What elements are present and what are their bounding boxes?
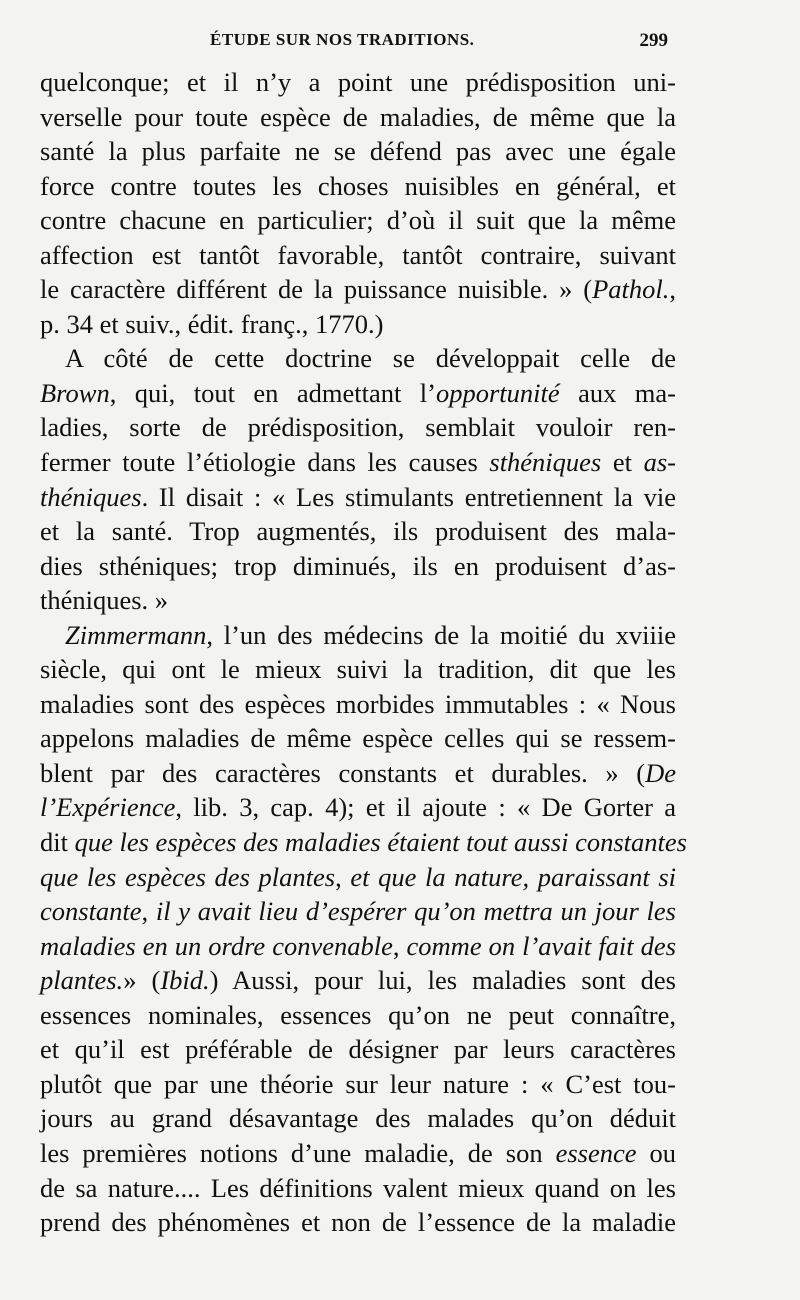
text-segment: siècle, qui ont le mieux suivi la tradition, dit que les [40, 654, 676, 685]
text-line [40, 583, 676, 618]
text-segment: A côté de cette doctrine se développait celle de [65, 343, 676, 374]
italic-text: opportunité [435, 377, 560, 408]
body-text [40, 65, 687, 1240]
text-line [40, 514, 676, 549]
text-segment: ) Aussi, pour lui, les maladies sont des [209, 965, 676, 996]
text-segment: et [601, 447, 644, 478]
text-segment: , qui, tout en admettant l’ [109, 377, 436, 408]
text-segment: contre chacune en particulier; d’où il suit que la même [40, 205, 676, 236]
text-line [40, 929, 676, 964]
italic-text: comme on l’avait fait des [406, 930, 677, 961]
text-line [40, 410, 676, 445]
text-line [40, 825, 687, 860]
text-line [40, 963, 676, 998]
italic-text: que les espèces des plantes [40, 861, 336, 892]
text-line [40, 480, 676, 515]
text-segment: fermer toute l’étiologie dans les causes [40, 447, 490, 478]
italic-text: Ibid. [160, 965, 210, 996]
text-segment: appelons maladies de même espèce celles qui se ressem- [40, 723, 676, 754]
text-segment: ladies, sorte de prédisposition, semblait vouloir ren- [40, 412, 676, 443]
text-line [40, 790, 676, 825]
text-segment: santé la plus parfaite ne se défend pas avec une égale [40, 136, 676, 167]
text-line [40, 203, 676, 238]
italic-text: l’Expérience [40, 792, 176, 823]
text-line [40, 1136, 676, 1171]
text-segment: , [669, 274, 676, 305]
text-segment: de sa nature.... Les définitions valent mieux quand on les [40, 1172, 676, 1203]
text-segment: , lib. 3, cap. 4); et il ajoute : « De Gorter a [175, 792, 676, 823]
italic-text: théniques [40, 481, 142, 512]
italic-text: maladies en un ordre convenable [40, 930, 393, 961]
italic-text: Zimmermann [65, 619, 207, 650]
text-segment: » ( [123, 965, 161, 996]
italic-text: et que la nature, paraissant si [350, 861, 677, 892]
text-line [40, 1032, 676, 1067]
italic-text: De [645, 757, 676, 788]
text-segment: maladies sont des espèces morbides immutables : « Nous [40, 688, 676, 719]
text-line [40, 1067, 676, 1102]
text-segment: p. 34 et suiv., édit. franç., 1770.) [40, 308, 384, 339]
text-line [40, 307, 676, 342]
text-segment: aux ma- [559, 377, 676, 408]
text-segment: essences nominales, essences qu’on ne peut connaître, [40, 999, 676, 1030]
text-line [40, 341, 676, 376]
text-segment: et la santé. Trop augmentés, ils produisent des mala- [40, 516, 676, 547]
text-line [40, 652, 676, 687]
text-line [40, 65, 676, 100]
text-line [40, 169, 676, 204]
text-line [40, 860, 676, 895]
italic-text: constante, il y avait lieu d’espérer qu’on mettra un jour les [40, 896, 676, 927]
text-segment: verselle pour toute espèce de maladies, de même que la [40, 101, 676, 132]
text-line [40, 721, 676, 756]
text-segment: affection est tantôt favorable, tantôt contraire, suivant [40, 239, 676, 270]
text-line [40, 1205, 676, 1240]
text-line [40, 549, 676, 584]
text-segment: blent par des caractères constants et durables. » ( [40, 757, 646, 788]
text-line [40, 376, 676, 411]
running-title: ÉTUDE SUR NOS TRADITIONS. [210, 30, 475, 49]
text-segment: plutôt que par une théorie sur leur nature : « C’est tou- [40, 1068, 676, 1099]
italic-text: as- [643, 447, 676, 478]
italic-text: essence [555, 1137, 637, 1168]
text-line [40, 238, 676, 273]
italic-text: que les espèces des maladies étaient tout aussi constantes [74, 827, 687, 858]
text-line [40, 1101, 676, 1136]
page-header [40, 30, 668, 56]
text-segment: prend des phénomènes et non de l’essence de la maladie [40, 1207, 676, 1238]
text-segment: les premières notions d’une maladie, de son [40, 1137, 556, 1168]
text-segment: . Il disait : « Les stimulants entretiennent la vie [141, 481, 676, 512]
text-line [40, 272, 676, 307]
text-segment: quelconque; et il n’y a point une prédisposition uni- [40, 67, 676, 97]
text-line [40, 687, 676, 722]
text-segment: théniques. » [40, 585, 169, 616]
text-line [40, 134, 676, 169]
text-segment: ou [636, 1137, 677, 1168]
text-segment: , [392, 930, 407, 961]
text-segment: , [335, 861, 351, 892]
text-segment: jours au grand désavantage des malades qu’on déduit [40, 1103, 676, 1134]
page-number: 299 [639, 30, 668, 51]
text-segment: , l’un des médecins de la moitié du xviiie [206, 619, 676, 650]
italic-text: sthéniques [489, 447, 602, 478]
italic-text: Brown [40, 377, 110, 408]
text-segment: le caractère différent de la puissance nuisible. » ( [40, 274, 593, 305]
text-line [40, 445, 676, 480]
italic-text: Pathol. [592, 274, 670, 305]
text-segment: dit [40, 827, 75, 858]
text-line [40, 100, 676, 135]
text-segment: force contre toutes les choses nuisibles en général, et [40, 170, 676, 201]
text-segment: dies sthéniques; trop diminués, ils en produisent d’as- [40, 550, 676, 581]
text-line [40, 998, 676, 1033]
italic-text: plantes. [40, 965, 124, 996]
text-line [40, 1171, 676, 1206]
text-segment: et qu’il est préférable de désigner par leurs caractères [40, 1034, 676, 1065]
text-line [40, 894, 676, 929]
text-line [40, 756, 676, 791]
text-line [40, 618, 676, 653]
